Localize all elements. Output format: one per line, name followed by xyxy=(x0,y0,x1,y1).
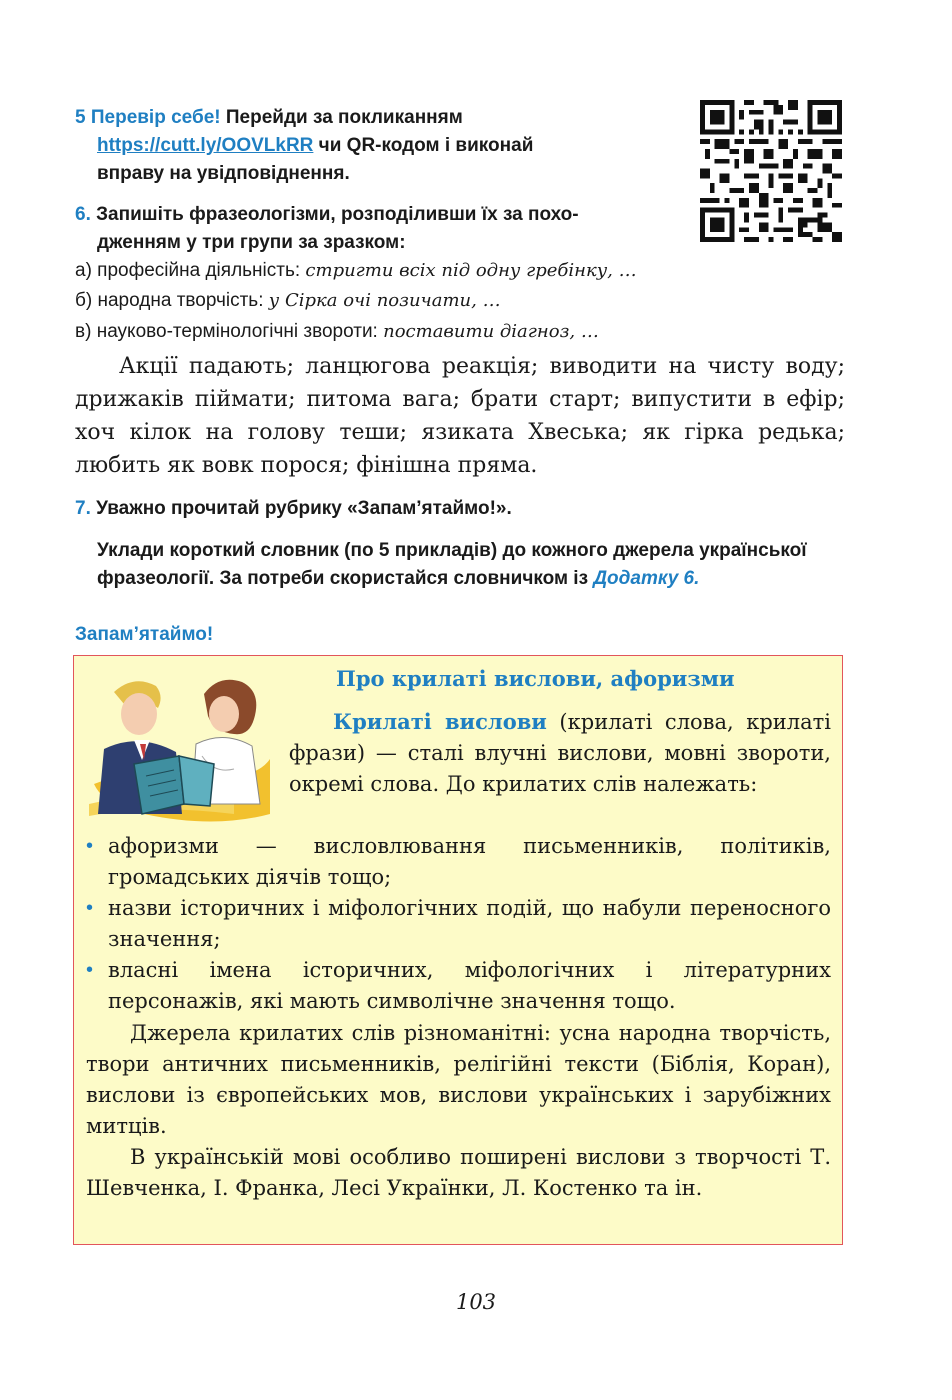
students-reading-illustration xyxy=(84,664,274,834)
bullet-text: назви історичних і міфологічних подій, що набули переносного значення; xyxy=(108,896,831,951)
list-item xyxy=(86,893,831,955)
bullet-text: власні імена історичних, міфологічних і літературних персонажів, які мають символічне значення тощо. xyxy=(108,958,831,1013)
task-5-text-3: вправу на увідповіднення. xyxy=(97,163,350,184)
rule-box xyxy=(73,655,843,1245)
task-6-number: 6. xyxy=(75,204,91,225)
ukrainian-paragraph: В українській мові особливо поширені вислови з творчості Т. Шевченка, І. Франка, Лесі Українки, Л. Костенко та ін. xyxy=(86,1145,831,1200)
group-label: в) науково-термінологічні звороти: xyxy=(75,321,384,342)
definition-text: (крилаті слова, крилаті фрази) — сталі влучні вислови, мовні звороти, окремі слова. До крилатих слів належать: xyxy=(289,710,832,796)
group-item xyxy=(75,287,501,315)
bullet-list xyxy=(86,831,831,1017)
task-7 xyxy=(75,495,512,523)
group-item xyxy=(75,257,637,285)
rule-box-definition xyxy=(289,706,831,800)
appendix-link[interactable]: Додатку 6. xyxy=(593,568,700,589)
task-5-link[interactable]: https://cutt.ly/OOVLkRR xyxy=(97,135,314,156)
task-6 xyxy=(75,201,675,257)
task-7-subtask xyxy=(97,537,845,593)
page-number: 103 xyxy=(455,1290,497,1314)
bullet-icon: • xyxy=(86,835,94,857)
group-example: поставити діагноз, … xyxy=(383,321,599,342)
task-7-number: 7. xyxy=(75,498,91,519)
list-item xyxy=(86,831,831,893)
term-winged-sayings: Крилаті вислови xyxy=(333,709,547,734)
task-7-line: Уважно прочитай рубрику «Запам’ятаймо!». xyxy=(90,498,512,519)
group-label: б) народна творчість: xyxy=(75,290,269,311)
bullet-icon: • xyxy=(86,959,94,981)
phrases-paragraph xyxy=(75,350,845,482)
task-5-number: 5 xyxy=(75,107,86,128)
list-item xyxy=(86,955,831,1017)
remember-heading: Запам’ятаймо! xyxy=(75,624,214,645)
task-6-line-2: дженням у три групи за зразком: xyxy=(97,232,406,253)
group-item xyxy=(75,318,599,346)
group-example: у Сірка очі позичати, … xyxy=(268,290,501,311)
qr-code[interactable] xyxy=(700,100,842,242)
sources-paragraph: Джерела крилатих слів різноманітні: усна народна творчість, твори античних письменників, релігійні тексти (Біблія, Коран), вислови із європейських мов, вислови українських і зарубіжних митців. xyxy=(86,1021,831,1138)
task-5-label: Перевір себе! xyxy=(90,107,221,128)
task-5 xyxy=(75,104,655,188)
bullet-text: афоризми — висловлювання письменників, політиків, громадських діячів тощо; xyxy=(108,834,831,889)
rule-box-sources xyxy=(86,1018,831,1204)
bullet-icon: • xyxy=(86,897,94,919)
group-example: стригти всіх під одну гребінку, … xyxy=(305,260,637,281)
phrases-text: Акції падають; ланцюгова реакція; виводити на чисту воду; дрижаків піймати; питома вага; брати старт; випустити в ефір; хоч кілок на голову теши; язиката Хвеська; як гірка редька; любить як вовк порося; фінішна пряма. xyxy=(75,354,845,478)
task-7-sub-text: Уклади короткий словник (по 5 прикладів) до кожного джерела української фразеології. За потреби скористайся словничком із xyxy=(97,540,807,589)
task-5-text-1: Перейди за покликанням xyxy=(220,107,463,128)
group-label: а) професійна діяльність: xyxy=(75,260,306,281)
task-5-text-2: чи QR-кодом і виконай xyxy=(313,135,534,156)
rule-box-title: Про крилаті вислови, афоризми xyxy=(336,666,735,691)
task-6-line-1: Запишіть фразеологізми, розподіливши їх за похо- xyxy=(90,204,579,225)
